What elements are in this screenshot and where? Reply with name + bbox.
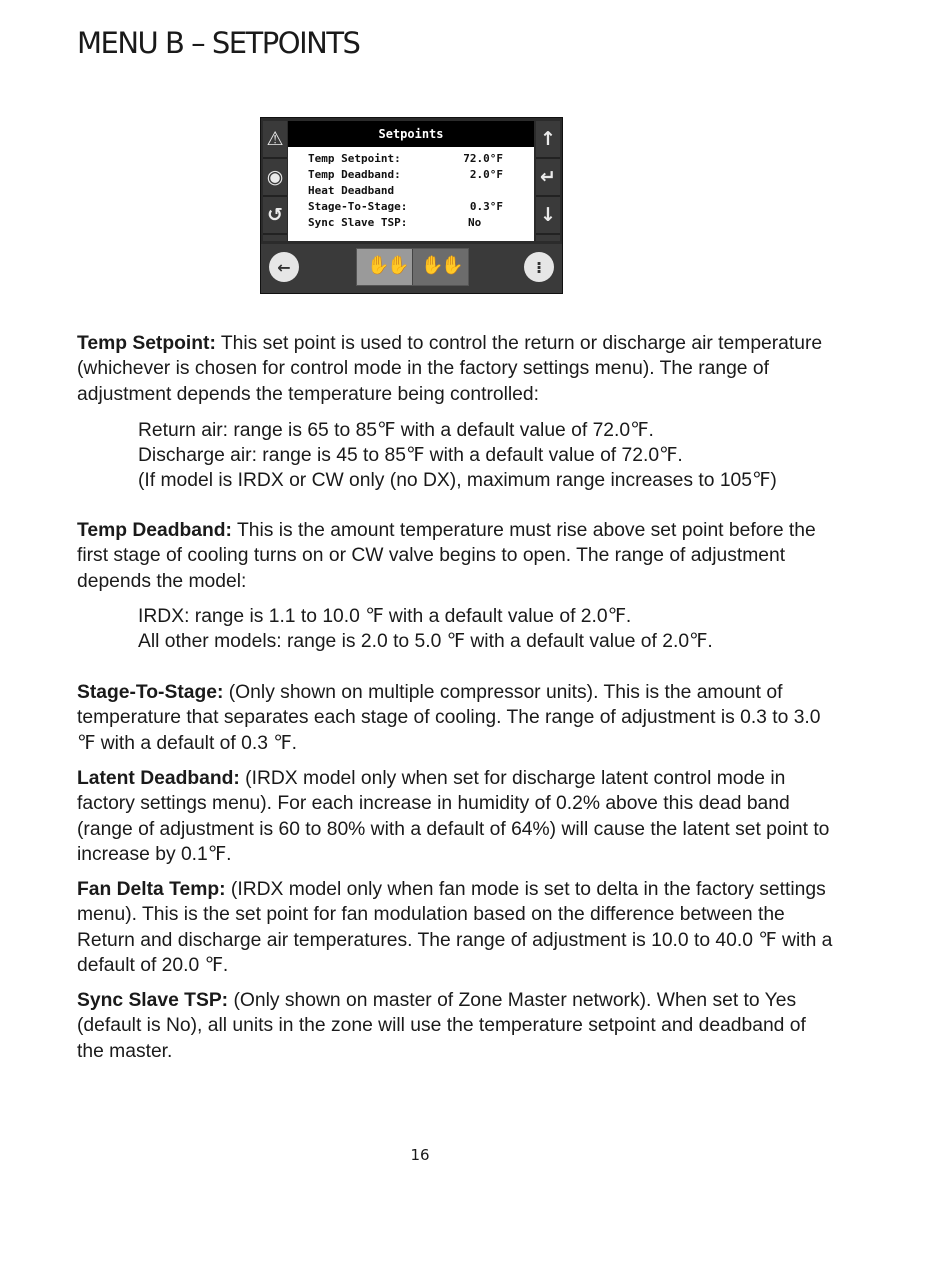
fan-delta-temp-paragraph — [77, 877, 837, 978]
section-heading: Fan Delta Temp: — [77, 879, 226, 900]
row-label: Heat Deadband — [308, 184, 395, 197]
row-label: Stage-To-Stage: — [308, 200, 408, 213]
row-value: 0.3°F — [469, 200, 503, 213]
range-line: Discharge air: range is 45 to 85℉ with a default value of 72.0℉. — [138, 445, 683, 466]
back-arrow-icon[interactable]: ← — [269, 252, 299, 282]
nav-segment-right: ✋ ✋ — [412, 249, 468, 285]
range-line: Return air: range is 65 to 85℉ with a default value of 72.0℉. — [138, 420, 654, 441]
screen-row[interactable] — [308, 183, 534, 199]
screen-row[interactable] — [308, 199, 534, 215]
device-bottom-bar — [261, 244, 562, 293]
enter-icon[interactable]: ↵ — [536, 159, 560, 197]
section-heading: Sync Slave TSP: — [77, 990, 229, 1011]
left-button-column — [263, 121, 287, 241]
row-label: Temp Deadband: — [308, 168, 401, 181]
alarm-icon[interactable]: ⚠ — [263, 121, 287, 159]
screen-title: Setpoints — [288, 121, 534, 147]
page-number: 16 — [410, 1146, 430, 1164]
setpoints-screen — [288, 121, 534, 241]
status-icon[interactable]: ◉ — [263, 159, 287, 197]
row-value: No — [468, 216, 482, 229]
section-text: (Only shown on master of Zone Master network). When set to Yes (default is No), all units in the zone will use the temperature setpoint and deadband of the master. — [77, 990, 806, 1062]
row-value — [458, 183, 503, 199]
stage-to-stage-paragraph — [77, 680, 837, 756]
page-title: MENU B – SETPOINTS — [77, 26, 360, 60]
section-text: (IRDX model only when fan mode is set to delta in the factory settings menu). This is the set point for fan modulation based on the difference between the Return and discharge air temperatures. The range of adjustment is 10.0 to 40.0 ℉ with a default of 20.0 ℉. — [77, 879, 833, 976]
section-heading: Temp Setpoint: — [77, 333, 216, 354]
up-arrow-icon[interactable]: ↑ — [536, 121, 560, 159]
screen-row[interactable] — [308, 215, 534, 231]
sync-slave-tsp-paragraph — [77, 988, 837, 1064]
range-line: (If model is IRDX or CW only (no DX), maximum range increases to 105℉) — [138, 470, 777, 491]
temp-deadband-paragraph — [77, 518, 837, 594]
hands-icon[interactable] — [356, 248, 469, 286]
section-heading: Stage-To-Stage: — [77, 682, 224, 703]
controller-screen-image — [260, 117, 563, 294]
range-line: All other models: range is 2.0 to 5.0 ℉ with a default value of 2.0℉. — [138, 631, 713, 652]
section-heading: Latent Deadband: — [77, 768, 240, 789]
row-label: Temp Setpoint: — [308, 152, 401, 165]
down-arrow-icon[interactable]: ↓ — [536, 197, 560, 235]
section-text: This is the amount temperature must rise above set point before the first stage of cooling turns on or CW valve begins to open. The range of adjustment depends the model: — [77, 520, 816, 592]
screen-row[interactable] — [308, 151, 534, 167]
temp-setpoint-paragraph — [77, 331, 837, 407]
section-text: This set point is used to control the return or discharge air temperature (whichever is chosen for control mode in the factory settings menu). The range of adjustment depends the temperature being controlled: — [77, 333, 823, 405]
menu-icon[interactable]: ⁝ — [524, 252, 554, 282]
row-label: Sync Slave TSP: — [308, 216, 408, 229]
row-value: 2.0°F — [469, 168, 503, 181]
back-icon[interactable]: ↺ — [263, 197, 287, 235]
row-value: 72.0°F — [463, 152, 503, 165]
section-heading: Temp Deadband: — [77, 520, 232, 541]
range-line: IRDX: range is 1.1 to 10.0 ℉ with a default value of 2.0℉. — [138, 606, 632, 627]
screen-row[interactable] — [308, 167, 534, 183]
right-button-column — [536, 121, 560, 241]
section-text: (IRDX model only when set for discharge latent control mode in factory settings menu). For each increase in humidity of 0.2% above this dead band (range of adjustment is 60 to 80% with a default of 64%) will cause the latent set point to increase by 0.1℉. — [77, 768, 830, 865]
latent-deadband-paragraph — [77, 766, 837, 867]
nav-segment-left: ✋ ✋ — [357, 249, 412, 285]
section-text: (Only shown on multiple compressor units). This is the amount of temperature that separates each stage of cooling. The range of adjustment is 0.3 to 3.0 ℉ with a default of 0.3 ℉. — [77, 682, 821, 754]
